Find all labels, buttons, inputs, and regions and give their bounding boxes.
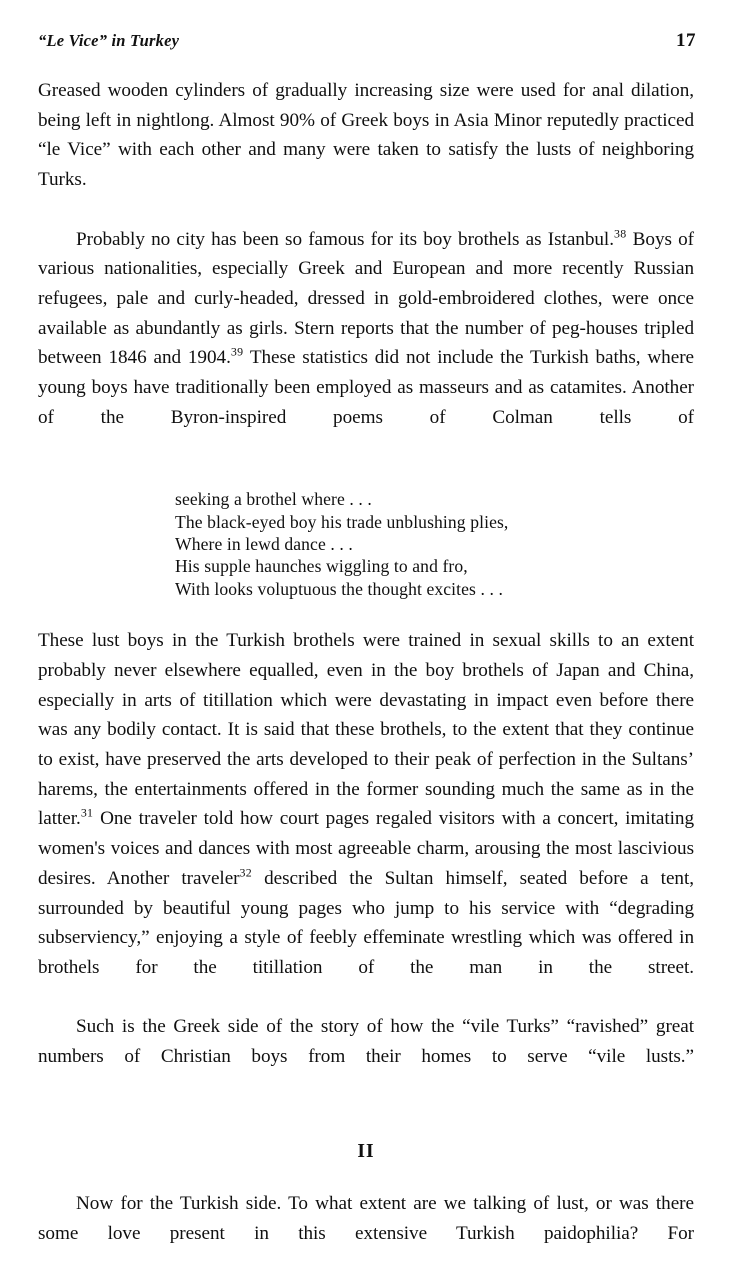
paragraph-3-text-c: described the Sultan himself, seated before a tent, surrounded by beautiful young pages who jump to his service with “degrading subserviency,” enjoying a style of feebly effeminate wrestling which was offered in brothels for the titillation of the man in the street. xyxy=(38,867,694,978)
running-head-title: “Le Vice” in Turkey xyxy=(38,31,180,50)
verse-block xyxy=(175,488,694,600)
paragraph-4-text: Such is the Greek side of the story of how the “vile Turks” “ravished” great numbers of Christian boys from their homes to serve “vile lusts.” xyxy=(38,1016,694,1068)
text-column xyxy=(38,76,694,1279)
footnote-marker-38: 38 xyxy=(613,226,627,241)
footnote-marker-31: 31 xyxy=(80,806,94,820)
verse-line: Where in lewd dance . . . xyxy=(175,533,353,554)
paragraph-4 xyxy=(38,1012,694,1101)
verse-line: seeking a brothel where . . . xyxy=(175,489,372,510)
section-number: II xyxy=(357,1141,375,1163)
paragraph-2-text-c: These statistics did not include the Turkish baths, where young boys have traditionally been employed as masseurs and as catamites. Another of the Byron-inspired poems of Colman tells of xyxy=(38,347,694,428)
footnote-marker-32: 32 xyxy=(239,865,253,880)
paragraph-5 xyxy=(38,1189,694,1278)
paragraph-2 xyxy=(38,225,694,463)
verse-line: His supple haunches wiggling to and fro, xyxy=(175,556,468,577)
paragraph-2-text-a: Probably no city has been so famous for its boy brothels as Istanbul. xyxy=(76,228,614,250)
paragraph-3-text-b: One traveler told how court pages regaled visitors with a concert, imitating women's voices and dances with most agreeable charm, arousing the most lascivious desires. Another traveler xyxy=(38,808,694,889)
running-head xyxy=(38,30,696,56)
verse-line: With looks voluptuous the thought excites . . . xyxy=(175,578,503,599)
paragraph-3-text-a: These lust boys in the Turkish brothels were trained in sexual skills to an extent probably never elsewhere equalled, even in the boy brothels of Japan and China, especially in arts of titillation which were devastating in impact even before there was any bodily contact. It is said that these brothels, to the extent that they continue to exist, have preserved the arts developed to their peak of perfection in the Sultans’ harems, the entertainments offered in the former sounding much the same as in the latter. xyxy=(38,630,694,830)
page-number: 17 xyxy=(676,30,696,51)
paragraph-1-text: Greased wooden cylinders of gradually increasing size were used for anal dilation, being left in nightlong. Almost 90% of Greek boys in Asia Minor reputedly practiced “le Vice” with each other and many were taken to satisfy the lusts of neighboring Turks. xyxy=(38,80,694,191)
paragraph-2-text-b: Boys of various nationalities, especially Greek and European and more recently Russian refugees, pale and curly-headed, dressed in gold-embroidered clothes, were once available as abundantly as girls. Stern reports that the number of peg-houses tripled between 1846 and 1904. xyxy=(38,228,695,369)
paragraph-3 xyxy=(38,626,694,1012)
footnote-marker-39: 39 xyxy=(230,344,244,359)
paragraph-5-text: Now for the Turkish side. To what extent are we talking of lust, or was there some love present in this extensive Turkish paidophilia? For xyxy=(38,1193,694,1245)
verse-line: The black-eyed boy his trade unblushing plies, xyxy=(175,511,509,532)
paragraph-1 xyxy=(38,76,694,225)
